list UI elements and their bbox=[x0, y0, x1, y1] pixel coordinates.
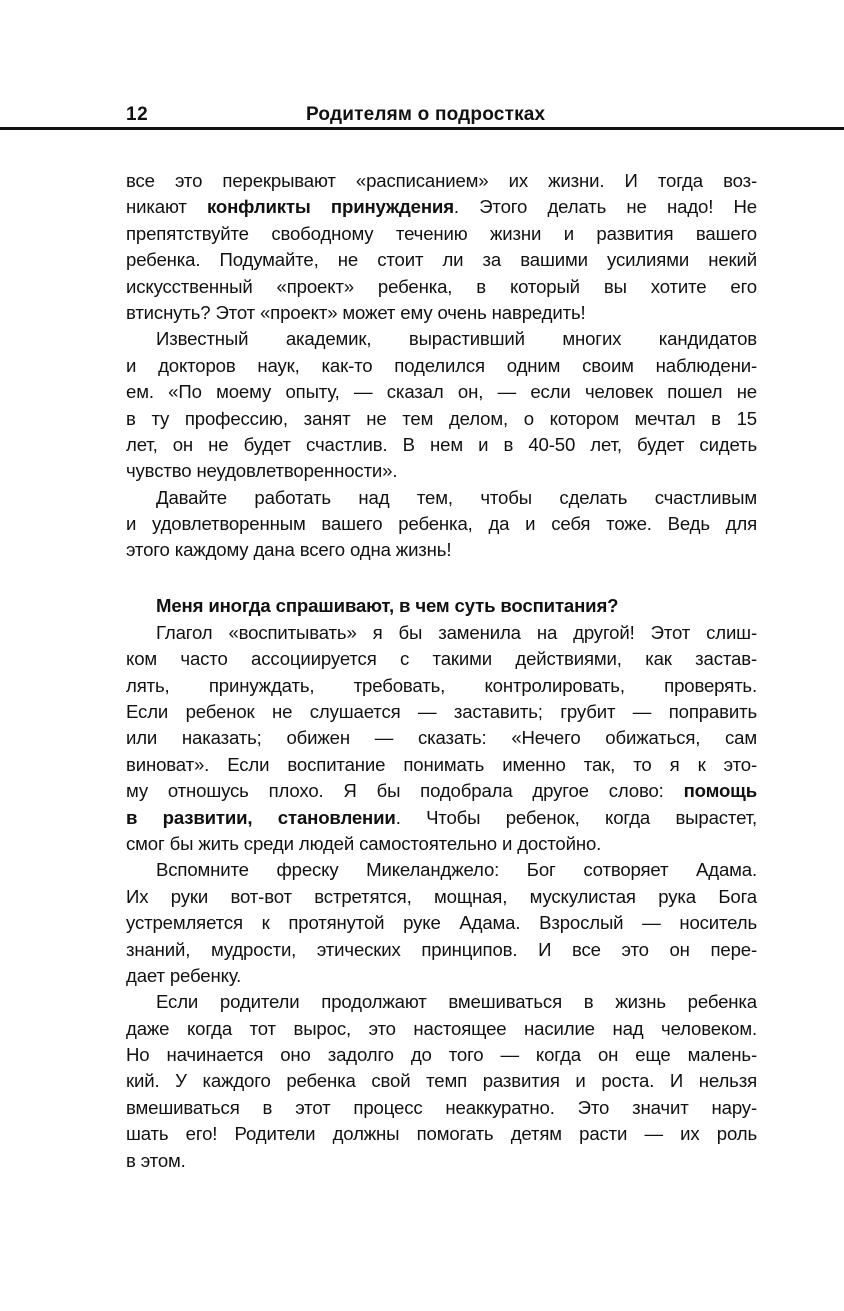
text-line bbox=[126, 1042, 757, 1068]
text-line bbox=[126, 168, 757, 194]
text-segment: лять, принуждать, требовать, контролировать, проверять. bbox=[126, 674, 757, 696]
running-title: Родителям о подростках bbox=[306, 104, 546, 125]
text-line bbox=[126, 963, 757, 989]
text-segment: му отношусь плохо. Я бы подобрала другое слово: bbox=[126, 780, 684, 802]
text-segment: даже когда тот вырос, это настоящее насилие над человеком. bbox=[126, 1017, 757, 1039]
text-segment: в этом. bbox=[126, 1149, 186, 1171]
text-line bbox=[126, 725, 757, 751]
blank-line bbox=[126, 564, 757, 594]
text-line bbox=[126, 432, 757, 458]
text-line bbox=[126, 699, 757, 725]
text-line bbox=[126, 247, 757, 273]
text-line bbox=[126, 752, 757, 778]
text-line bbox=[126, 831, 757, 857]
text-segment: ком часто ассоциируется с такими действиями, как застав- bbox=[126, 648, 757, 670]
text-line bbox=[126, 274, 757, 300]
text-segment: лет, он не будет счастлив. В нем и в 40-50 лет, будет сидеть bbox=[126, 433, 757, 455]
text-segment: все это перекрывают «расписанием» их жизни. И тогда воз- bbox=[126, 170, 757, 191]
text-segment: этого каждому дана всего одна жизнь! bbox=[126, 539, 452, 561]
text-segment: никают bbox=[126, 196, 207, 218]
text-line bbox=[126, 620, 757, 646]
bold-text: конфликты принуждения bbox=[206, 196, 454, 218]
text-segment: вмешиваться в этот процесс неаккуратно. Это значит нару- bbox=[126, 1096, 757, 1118]
text-line bbox=[126, 673, 757, 699]
bold-text: помощь bbox=[683, 780, 757, 802]
text-line bbox=[126, 537, 757, 563]
text-line bbox=[126, 300, 757, 326]
header-rule bbox=[0, 127, 844, 130]
text-line bbox=[126, 884, 757, 910]
text-segment: Их руки вот-вот встретятся, мощная, мускулистая рука Бога bbox=[126, 885, 757, 907]
bold-text: в развитии, становлении bbox=[126, 806, 396, 828]
text-segment: Меня иногда спрашивают, в чем суть воспитания? bbox=[156, 595, 619, 617]
text-line bbox=[126, 511, 757, 537]
text-line bbox=[126, 778, 757, 804]
section-heading bbox=[126, 593, 757, 619]
text-segment: в ту профессию, занят не тем делом, о котором мечтал в 15 bbox=[126, 407, 757, 429]
text-line bbox=[126, 1068, 757, 1094]
text-segment: . Этого делать не надо! Не bbox=[453, 196, 757, 218]
text-segment: и докторов наук, как-то поделился одним своим наблюдени- bbox=[126, 354, 757, 376]
page-body bbox=[126, 168, 757, 1174]
text-line bbox=[126, 194, 757, 220]
running-header bbox=[0, 100, 844, 130]
text-line bbox=[126, 1148, 757, 1174]
text-segment: Но начинается оно задолго до того — когда он еще малень- bbox=[126, 1044, 757, 1066]
text-segment: ребенка. Подумайте, не стоит ли за вашими усилиями некий bbox=[126, 249, 757, 271]
text-line bbox=[126, 857, 757, 883]
text-segment: втиснуть? Этот «проект» может ему очень навредить! bbox=[126, 301, 586, 323]
text-segment: кий. У каждого ребенка свой темп развития и роста. И нельзя bbox=[126, 1070, 757, 1092]
page-number: 12 bbox=[126, 104, 149, 125]
text-segment: или наказать; обижен — сказать: «Нечего обижаться, сам bbox=[126, 727, 757, 749]
text-segment: препятствуйте свободному течению жизни и развития вашего bbox=[126, 222, 757, 244]
text-segment: шать его! Родители должны помогать детям расти — их роль bbox=[126, 1123, 757, 1145]
text-segment: виноват». Если воспитание понимать именно так, то я к это- bbox=[126, 753, 757, 775]
text-line bbox=[126, 805, 757, 831]
text-segment: Если родители продолжают вмешиваться в жизнь ребенка bbox=[156, 991, 757, 1013]
text-line bbox=[126, 458, 757, 484]
text-segment: смог бы жить среди людей самостоятельно и достойно. bbox=[126, 832, 602, 854]
text-line bbox=[126, 937, 757, 963]
text-segment: чувство неудовлетворенности». bbox=[126, 460, 398, 482]
text-segment: Глагол «воспитывать» я бы заменила на другой! Этот слиш- bbox=[156, 621, 757, 643]
text-line bbox=[126, 646, 757, 672]
text-segment: дает ребенку. bbox=[126, 964, 242, 986]
text-line bbox=[126, 353, 757, 379]
text-segment: . Чтобы ребенок, когда вырастет, bbox=[395, 806, 757, 828]
text-segment: ем. «По моему опыту, — сказал он, — если человек пошел не bbox=[126, 381, 757, 403]
text-line bbox=[126, 1121, 757, 1147]
text-line bbox=[126, 379, 757, 405]
text-segment: Если ребенок не слушается — заставить; грубит — поправить bbox=[126, 701, 757, 723]
text-segment: Давайте работать над тем, чтобы сделать счастливым bbox=[156, 486, 757, 508]
text-segment: и удовлетворенным вашего ребенка, да и себя тоже. Ведь для bbox=[126, 513, 757, 535]
text-segment: Известный академик, вырастивший многих кандидатов bbox=[156, 328, 757, 350]
text-line bbox=[126, 485, 757, 511]
text-line bbox=[126, 1095, 757, 1121]
text-segment: знаний, мудрости, этических принципов. И все это он пере- bbox=[126, 938, 757, 960]
text-line bbox=[126, 406, 757, 432]
text-segment: искусственный «проект» ребенка, в который вы хотите его bbox=[126, 275, 757, 297]
text-line bbox=[126, 1016, 757, 1042]
text-segment: Вспомните фреску Микеланджело: Бог сотворяет Адама. bbox=[156, 859, 757, 881]
text-segment: устремляется к протянутой руке Адама. Взрослый — носитель bbox=[126, 912, 757, 934]
text-line bbox=[126, 910, 757, 936]
text-line bbox=[126, 221, 757, 247]
text-line bbox=[126, 326, 757, 352]
text-line bbox=[126, 989, 757, 1015]
